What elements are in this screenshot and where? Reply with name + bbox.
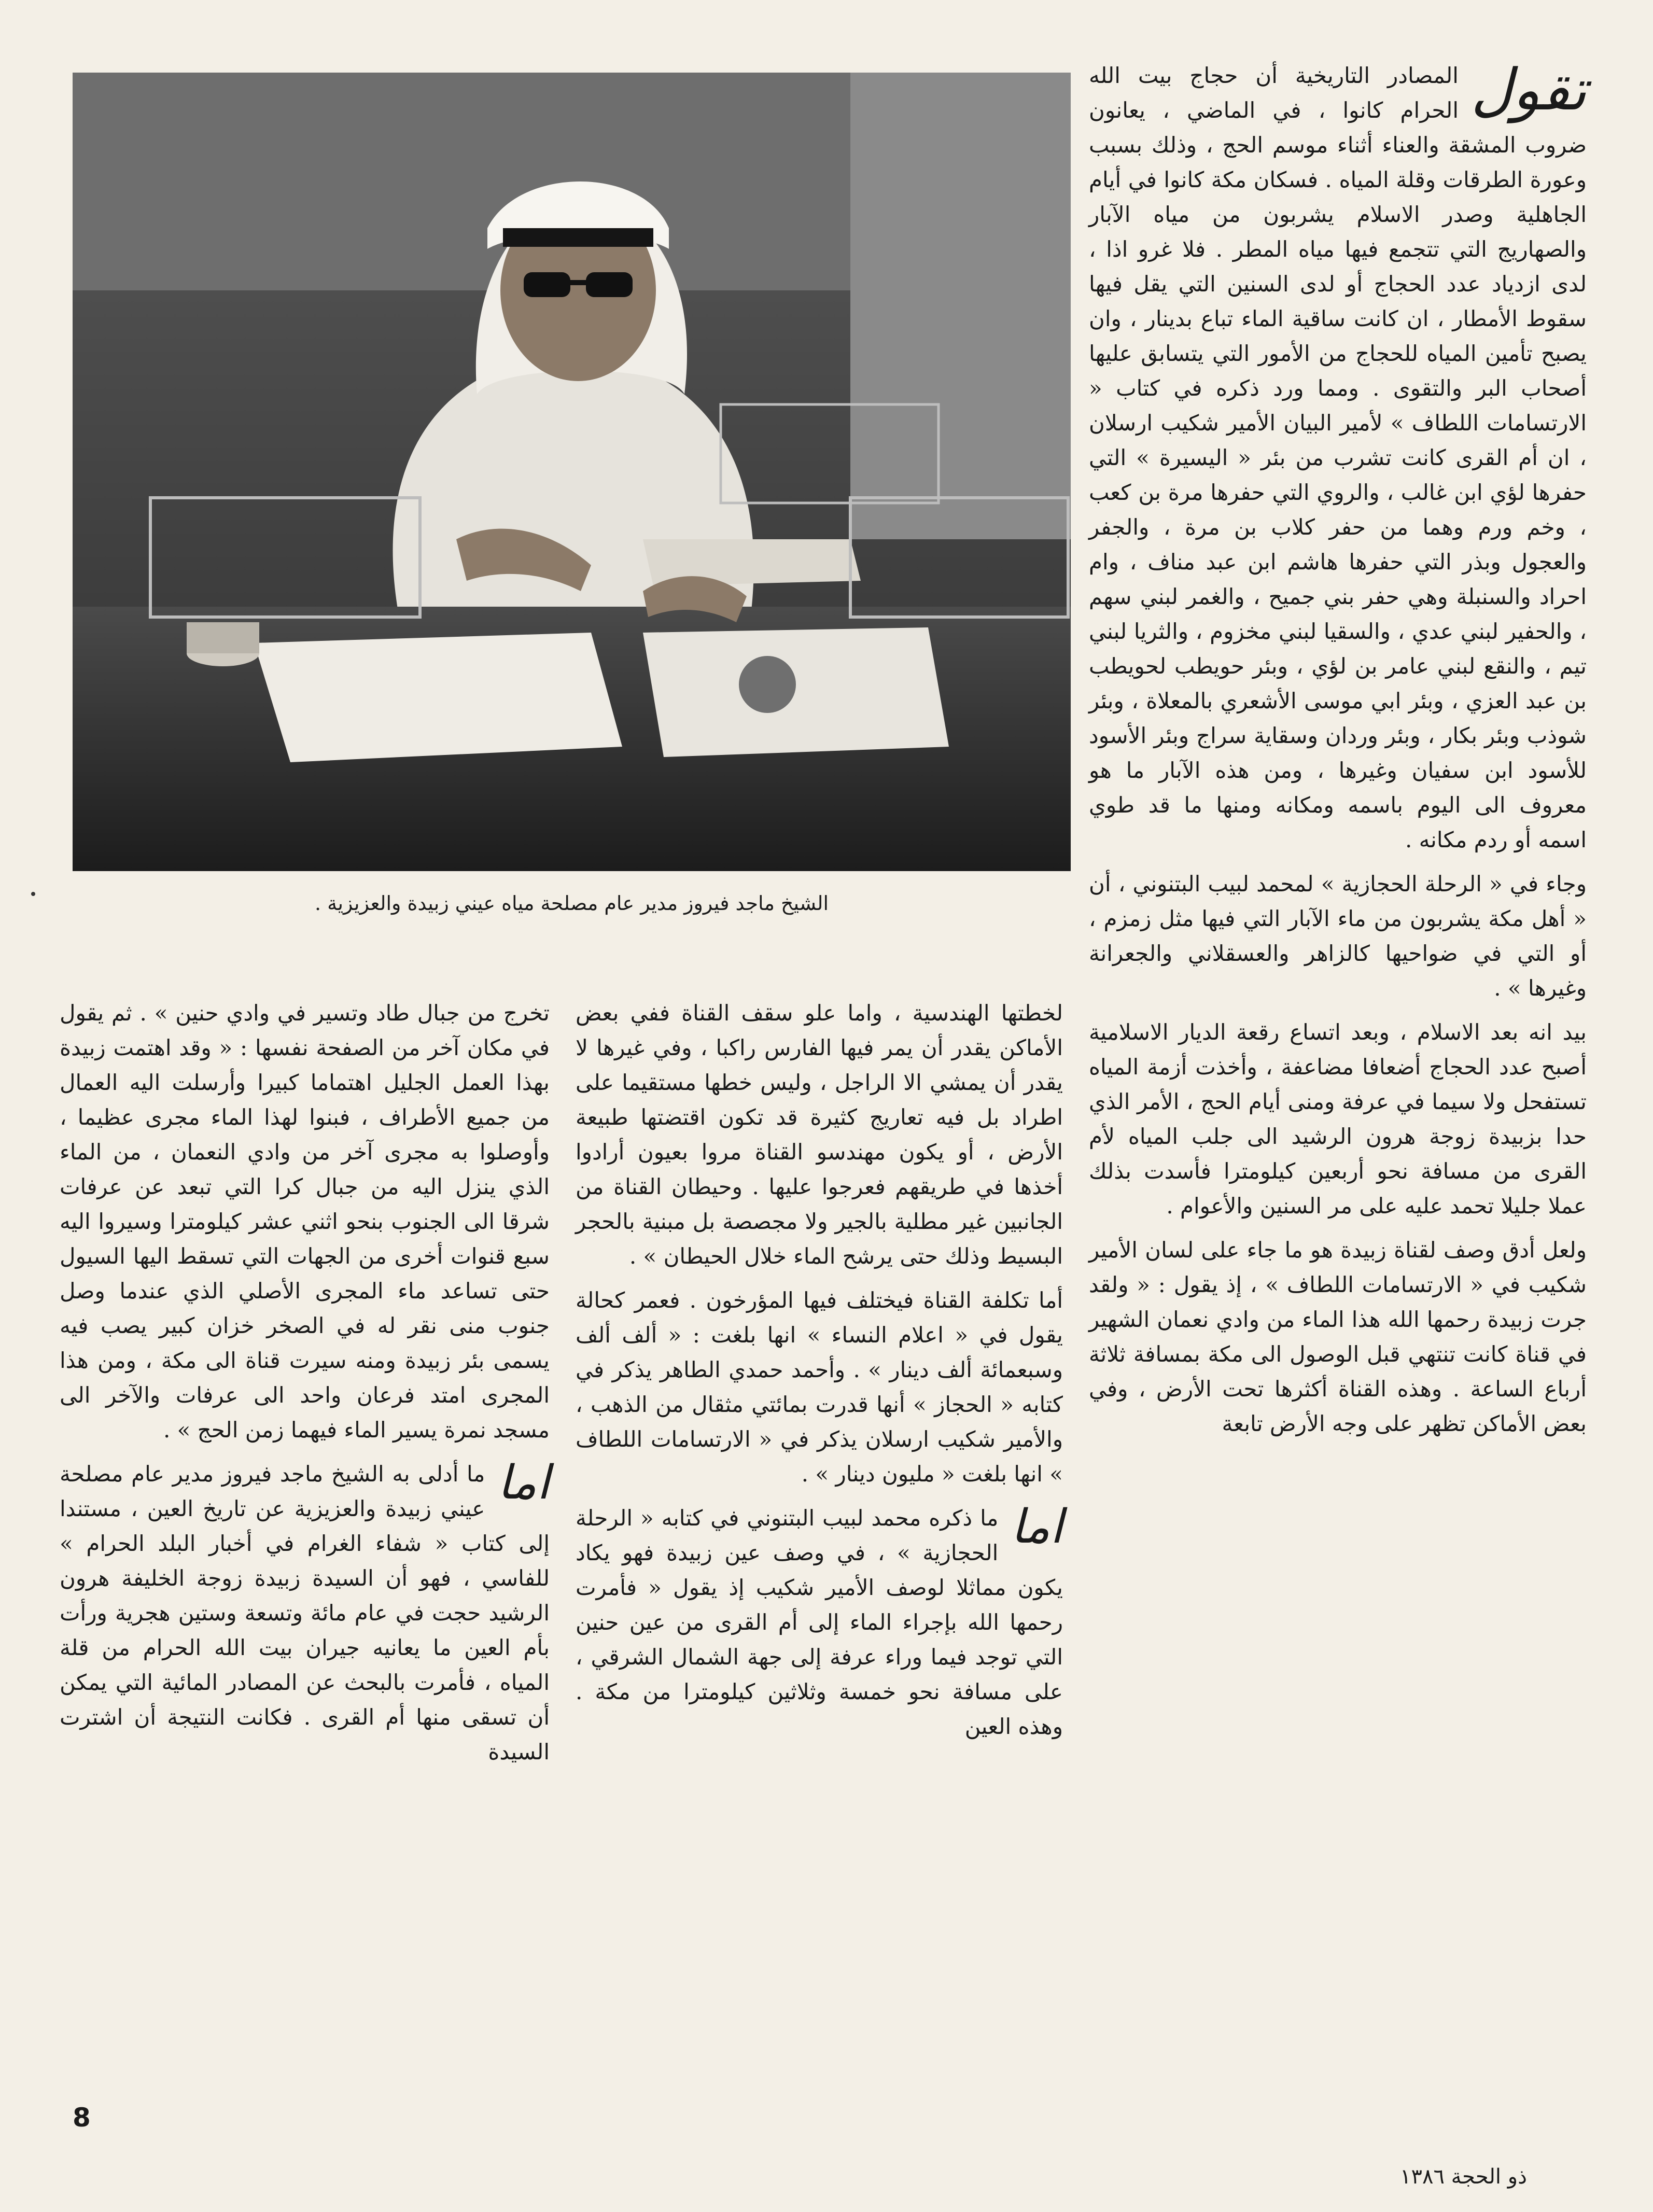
decorative-lead-word: اما	[1011, 1500, 1063, 1554]
paragraph-with-lead	[60, 1457, 550, 1769]
paragraph-text: ما أدلى به الشيخ ماجد فيروز مدير عام مصلحة عيني زبيدة والعزيزية عن تاريخ العين ، مستندا إلى كتاب « شفاء الغرام في أخبار البلد الحرام » للفاسي ، فهو أن السيدة زبيدة زوجة الخليفة هرون الرشيد حجت في عام مائة وتسعة وستين هجرية ورأت بأم العين ما يعانيه جيران بيت الله الحرام من قلة المياه ، فأمرت بالبحث عن المصادر المائية التي يمكن أن تسقى منها أم القرى . فكانت النتيجة أن اشترت السيدة	[60, 1461, 550, 1765]
article-column-right	[1089, 58, 1587, 1450]
decorative-lead-word: اما	[497, 1455, 550, 1510]
margin-dot	[31, 892, 35, 896]
article-column-middle	[576, 996, 1063, 1753]
paragraph: بيد انه بعد الاسلام ، وبعد اتساع رقعة الديار الاسلامية أصبح عدد الحجاج أضعافا مضاعفة ، وأخذت أزمة المياه تستفحل ولا سيما في عرفة ومنى أيام الحج ، الأمر الذي حدا بزبيدة زوجة هرون الرشيد الى جلب المياه لأم القرى من مسافة نحو أربعين كيلومترا فأسدت بذلك عملا جليلا تحمد عليه على مر السنين والأعوام .	[1089, 1019, 1587, 1219]
decorative-lead-word: تقول	[1470, 57, 1587, 123]
paragraph: تخرج من جبال طاد وتسير في وادي حنين » . ثم يقول في مكان آخر من الصفحة نفسها : « وقد اهتمت زبيدة بهذا العمل الجليل اهتماما كبيرا وأرسلت اليه العمال من جميع الأطراف ، فبنوا لهذا الماء مجرى عظيما ، وأوصلوا به مجرى آخر من وادي النعمان ، من الماء الذي ينزل اليه من جبال كرا التي تبعد عن عرفات شرقا الى الجنوب بنحو اثني عشر كيلومترا وسيروا اليه سبع قنوات أخرى من الجهات التي تسقط اليها السيول حتى تساعد ماء المجرى الأصلي الذي عندما وصل جنوب منى نقر له في الصخر خزان كبير يصب فيه يسمى بئر زبيدة ومنه سيرت قناة الى مكة ، ومن هذا المجرى امتد فرعان واحد الى عرفات والآخر الى مسجد نمرة يسير الماء فيهما زمن الحج » .	[60, 1000, 550, 1443]
photo-illustration	[73, 73, 1071, 871]
paragraph: ولعل أدق وصف لقناة زبيدة هو ما جاء على لسان الأمير شكيب في « الارتسامات اللطاف » ، إذ يقول : « ولقد جرت زبيدة رحمها الله هذا الماء من وادي نعمان الشهير في قناة كانت تنتهي قبل الوصول الى مكة بمسافة ثلاثة أرباع الساعة . وهذه القناة أكثرها تحت الأرض ، وفي بعض الأماكن تظهر على وجه الأرض تابعة	[1089, 1237, 1587, 1436]
paragraph-with-lead	[576, 1501, 1063, 1744]
paragraph: لخطتها الهندسية ، واما علو سقف القناة ففي بعض الأماكن يقدر أن يمر فيها الفارس راكبا ، وفي غيرها لا يقدر أن يمشي الا الراجل ، وليس خطها مستقيما على اطراد بل فيه تعاريج كثيرة قد تكون اقتضتها طبيعة الأرض ، أو يكون مهندسو القناة مروا بعيون أرادوا أخذها في طريقهم فعرجوا عليها . وحيطان القناة من الجانبين غير مطلية بالجير ولا مجصصة بل مبنية بالحجر البسيط وذلك حتى يرشح الماء خلال الحيطان » .	[576, 1000, 1063, 1269]
photo-caption: الشيخ ماجد فيروز مدير عام مصلحة مياه عيني زبيدة والعزيزية .	[314, 892, 829, 915]
portrait-photo	[73, 73, 1071, 871]
article-column-left	[60, 996, 550, 1779]
paragraph: وجاء في « الرحلة الحجازية » لمحمد لبيب البتنوني ، أن « أهل مكة يشربون من ماء الآبار التي فيها مثل زمزم ، أو التي في ضواحيها كالزاهر والعسقلاني والجعرانة وغيرها » .	[1089, 871, 1587, 1001]
paragraph-text: ما ذكره محمد لبيب البتنوني في كتابه « الرحلة الحجازية » ، في وصف عين زبيدة فهو يكاد يكون مماثلا لوصف الأمير شكيب إذ يقول « فأمرت رحمها الله بإجراء الماء إلى أم القرى من عين حنين التي توجد فيما وراء عرفة إلى جهة الشمال الشرقي ، على مسافة نحو خمسة وثلاثين كيلومترا من مكة . وهذه العين	[576, 1505, 1063, 1739]
paragraph: المصادر التاريخية أن حجاج بيت الله الحرام كانوا ، في الماضي ، يعانون ضروب المشقة والعناء أثناء موسم الحج ، وذلك بسبب وعورة الطرقات وقلة المياه . فسكان مكة كانوا في أيام الجاهلية وصدر الاسلام يشربون من مياه الآبار والصهاريج التي تتجمع فيها مياه المطر . فلا غرو اذا ، لدى ازدياد عدد الحجاج أو لدى السنين التي يقل فيها سقوط الأمطار ، ان كانت ساقية الماء تباع بدينار ، وان يصبح تأمين المياه للحجاج من الأمور التي يتسابق عليها أصحاب البر والتقوى . ومما ورد ذكره في كتاب « الارتسامات اللطاف » لأمير البيان الأمير شكيب ارسلان ، ان أم القرى كانت تشرب من بئر « اليسيرة » التي حفرها لؤي ابن غالب ، والروي التي حفرها مرة بن كعب ، وخم ورم وهما من حفر كلاب بن مرة ، والجفر والعجول وبذر التي حفرها هاشم ابن عبد مناف ، وام احراد والسنبلة وهي حفر بني جميح ، والغمر لبني سهم ، والحفير لبني عدي ، والسقيا لبني مخزوم ، والثريا لبني تيم ، والنقع لبني عامر بن لؤي ، وبئر حويطب لحويطب بن عبد العزي ، وبئر ابي موسى الأشعري بالمعلاة ، وبئر شوذب وبئر بكار ، وبئر وردان وسقاية سراج وبئر الأسود للأسود ابن سفيان وغيرها ، ومن هذه الآبار ما هو معروف الى اليوم باسمه ومكانه ومنها ما قد طوي اسمه أو ردم مكانه .	[1089, 63, 1587, 852]
paragraph: أما تكلفة القناة فيختلف فيها المؤرخون . فعمر كحالة يقول في « اعلام النساء » انها بلغت : « ألف ألف وسبعمائة ألف دينار » . وأحمد حمدي الطاهر يذكر في كتابه « الحجاز » أنها قدرت بمائتي مثقال من الذهب ، والأمير شكيب ارسلان يذكر في « الارتسامات اللطاف » انها بلغت « مليون دينار » .	[576, 1287, 1063, 1487]
page-number: 8	[73, 2103, 91, 2133]
issue-date: ذو الحجة ١٣٨٦	[1400, 2165, 1527, 2189]
